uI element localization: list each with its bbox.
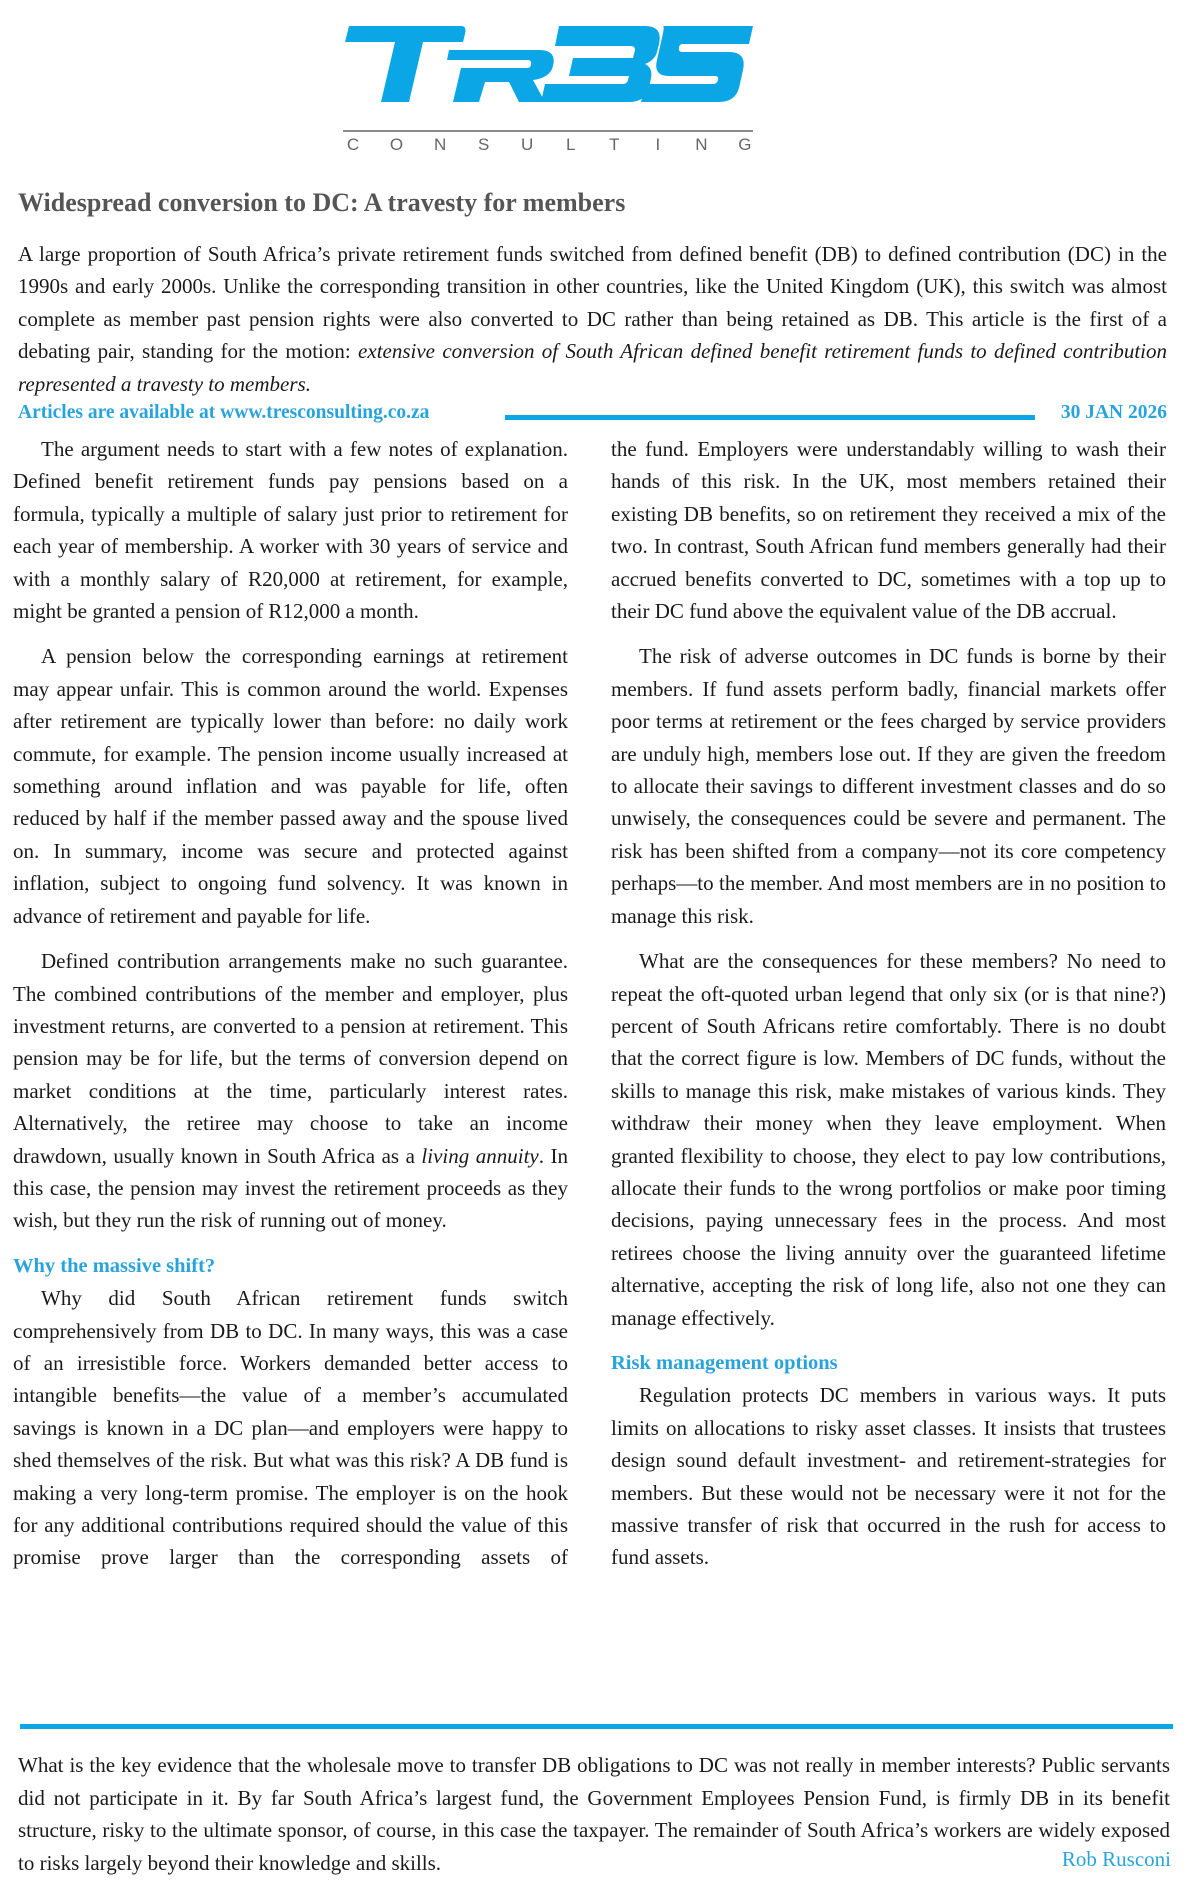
header-rule — [505, 415, 1035, 420]
paragraph: Regulation protects DC members in various ways. It puts limits on allocations to risky asset classes. It insists that trustees design sound default investment- and retirement-strategies for members. But these would not be necessary were it not for the massive transfer of risk that occurred in the rush for access to fund assets. — [611, 1383, 1166, 1570]
paragraph: Defined contribution arrangements make no such guarantee. The combined contributions of the member and employer, plus investment returns, are converted to a pension at retirement. This pension may be for life, but the terms of conversion depend on market conditions at the time, particularly interest rates. Alternatively, the retiree may choose to take an income drawdown, usually known in South Africa as a living annuity. In this case, the pension may invest the retirement proceeds as they wish, but they run the risk of running out of money. — [13, 949, 568, 1233]
paragraph: Why did South African retirement funds switch comprehensively from DB to DC. In many ways, this was a case of an irresistible force. Workers demanded better access to intangible benefits—the value of a member’s accumulated savings is known in a DC plan—and employers were happy to shed themselves of the risk. But what was this risk? A DB fund is making a very long-term promise. The employer is on the hook for any additional contributions required should the value of this promise prove larger than the corresponding assets of — [13, 1286, 568, 1570]
tr3s-logo-mark-icon — [343, 20, 755, 106]
paragraph: What are the consequences for these members? No need to repeat the oft-quoted urban legend that only six (or is that nine?) percent of South Africans retire comfortably. There is no doubt that the correct figure is low. Members of DC funds, without the skills to manage this risk, make mistakes of various kinds. They withdraw their money when they leave employment. When granted flexibility to choose, they elect to pay low contributions, allocate their funds to the wrong portfolios or make poor timing decisions, paying unnecessary fees in the process. And most retirees choose the living annuity over the guaranteed lifetime alternative, accepting the risk of long life, also not one they can manage effectively. — [611, 949, 1166, 1330]
intro-text: A large proportion of South Africa’s private retirement funds switched from defined benefit (DB) to defined contribution (DC) in the 1990s and early 2000s. Unlike the corresponding transition in other countries, like the United Kingdom (UK), this switch was almost complete as member past pension rights were also converted to DC rather than being retained as DB. This article is the first of a debating pair, standing for the motion: — [18, 242, 1167, 364]
article-title: Widespread conversion to DC: A travesty for members — [18, 188, 626, 217]
article-intro — [18, 238, 1167, 400]
articles-link[interactable]: Articles are available at www.tresconsulting.co.za — [18, 402, 430, 423]
author-name: Rob Rusconi — [1061, 1847, 1171, 1871]
left-column — [13, 433, 568, 1587]
paragraph: The risk of adverse outcomes in DC funds is borne by their members. If fund assets perform badly, financial markets offer poor terms at retirement or the fees charged by service providers are unduly high, members lose out. If they are given the freedom to allocate their savings to different investment classes and do so unwisely, the consequences could be severe and permanent. The risk has been shifted from a company—not its core competency perhaps—to the member. And most members are in no position to manage this risk. — [611, 644, 1166, 928]
right-column — [611, 433, 1166, 1587]
closing-paragraph: What is the key evidence that the wholesale move to transfer DB obligations to DC was not really in member interests? Public servants did not participate in it. By far South Africa’s largest fund, the Government Employees Pension Fund, is firmly DB in its benefit structure, risky to the ultimate sponsor, of course, in this case the taxpayer. The remainder of South Africa’s workers are widely exposed to risks largely beyond their knowledge and skills. — [18, 1753, 1170, 1875]
section-heading-risk-management: Risk management options — [611, 1351, 838, 1374]
paragraph: the fund. Employers were understandably willing to wash their hands of this risk. In the UK, most members retained their existing DB benefits, so on retirement they received a mix of the two. In contrast, South African fund members generally had their accrued benefits converted to DC, sometimes with a top up to their DC fund above the equivalent value of the DB accrual. — [611, 437, 1166, 624]
publication-date: 30 JAN 2026 — [1060, 402, 1167, 423]
tres-consulting-logo — [343, 20, 755, 154]
section-heading-why-shift: Why the massive shift? — [13, 1254, 216, 1277]
intro-motion: extensive conversion of South African defined benefit retirement funds to defined contribution represented a travesty to members. — [18, 339, 1167, 396]
living-annuity-term: living annuity — [421, 1143, 539, 1168]
paragraph: The argument needs to start with a few notes of explanation. Defined benefit retirement funds pay pensions based on a formula, typically a multiple of salary just prior to retirement for each year of membership. A worker with 30 years of service and with a monthly salary of R20,000 at retirement, for example, might be granted a pension of R12,000 a month. — [13, 437, 568, 624]
logo-subtitle: C O N S U L T I N G — [346, 135, 752, 154]
paragraph: A pension below the corresponding earnings at retirement may appear unfair. This is common around the world. Expenses after retirement are typically lower than before: no daily work commute, for example. The pension income usually increased at something around inflation and was payable for life, often reduced by half if the member passed away and the spouse lived on. In summary, income was secure and protected against inflation, subject to ongoing fund solvency. It was known in advance of retirement and payable for life. — [13, 644, 568, 928]
footer-divider — [20, 1724, 1173, 1729]
logo-rule — [343, 130, 753, 132]
